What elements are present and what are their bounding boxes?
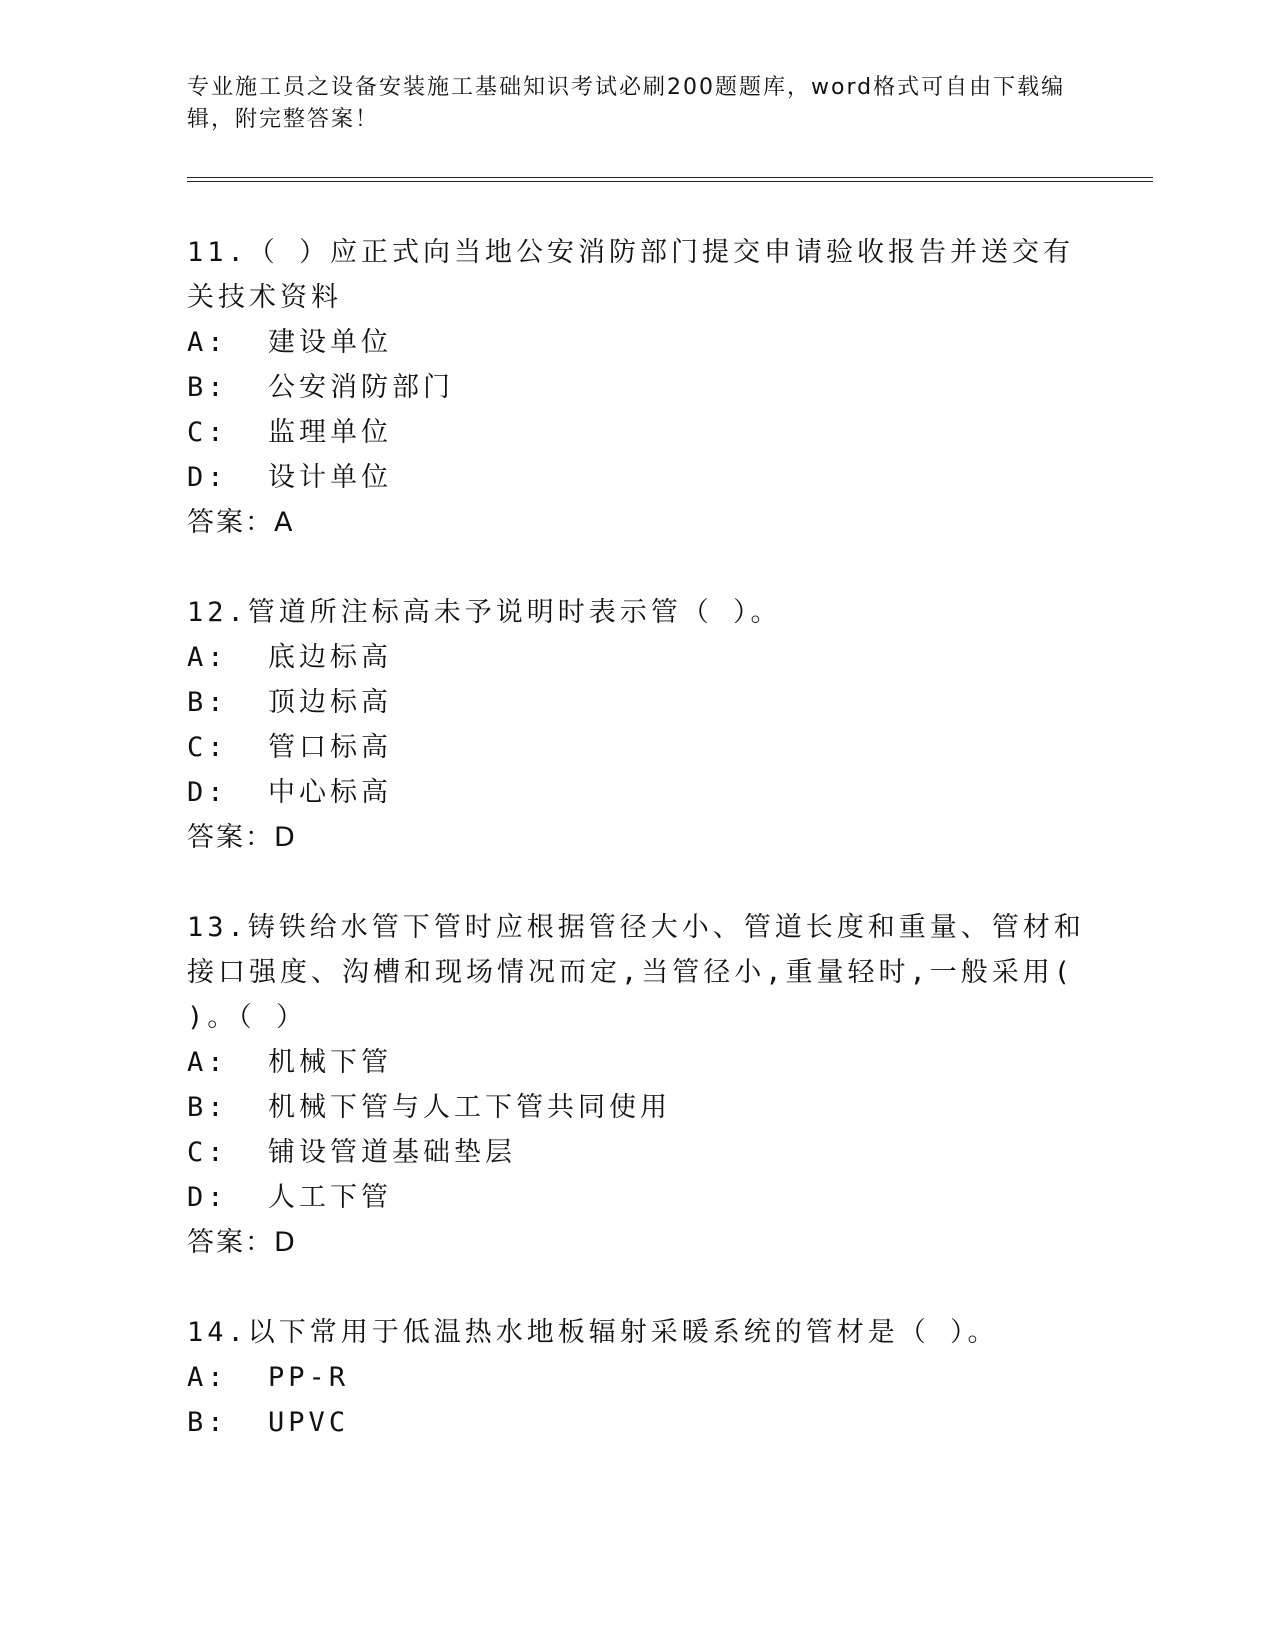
question-stem xyxy=(187,905,1087,1040)
question-text: 管道所注标高未予说明时表示管（ ）。 xyxy=(247,597,782,628)
option-text: 建设单位 xyxy=(268,327,393,358)
option-b xyxy=(187,1400,1087,1445)
option-text: 机械下管与人工下管共同使用 xyxy=(268,1092,672,1123)
option-c xyxy=(187,725,1087,770)
option-text: PP-R xyxy=(268,1362,350,1393)
document-title: 专业施工员之设备安装施工基础知识考试必刷200题题库，word格式可自由下载编辑，附完整答案！ xyxy=(187,75,1066,132)
option-letter: A : xyxy=(187,327,268,358)
option-d xyxy=(187,455,1087,500)
question-number: 14. xyxy=(187,1317,248,1348)
option-text: 监理单位 xyxy=(268,417,393,448)
option-c xyxy=(187,410,1087,455)
question-stem xyxy=(187,1310,1087,1355)
answer-line xyxy=(187,1220,1087,1265)
question-12 xyxy=(187,590,1087,860)
question-text: 铸铁给水管下管时应根据管径大小、管道长度和重量、管材和接口强度、沟槽和现场情况而定,当管径小,重量轻时,一般采用( )。（ ） xyxy=(187,912,1085,1033)
option-letter: C : xyxy=(187,417,268,448)
option-letter: C : xyxy=(187,1137,268,1168)
question-stem xyxy=(187,230,1087,320)
question-stem xyxy=(187,590,1087,635)
answer-line xyxy=(187,815,1087,860)
option-letter: C : xyxy=(187,732,268,763)
question-text: （ ）应正式向当地公安消防部门提交申请验收报告并送交有关技术资料 xyxy=(187,237,1075,313)
question-number: 12. xyxy=(187,597,248,628)
option-letter: A : xyxy=(187,642,268,673)
option-text: 管口标高 xyxy=(268,732,393,763)
answer-label: 答案 ： xyxy=(187,1227,274,1258)
option-text: 中心标高 xyxy=(268,777,393,808)
question-list xyxy=(187,230,1087,1490)
header-divider xyxy=(187,177,1153,182)
question-13 xyxy=(187,905,1087,1265)
option-letter: B : xyxy=(187,372,268,403)
option-a xyxy=(187,635,1087,680)
option-text: 设计单位 xyxy=(268,462,393,493)
question-14 xyxy=(187,1310,1087,1445)
option-letter: B : xyxy=(187,1407,268,1438)
option-letter: D : xyxy=(187,777,268,808)
option-letter: B : xyxy=(187,1092,268,1123)
answer-value: D xyxy=(274,822,297,853)
option-a xyxy=(187,320,1087,365)
option-letter: A : xyxy=(187,1362,268,1393)
question-number: 13. xyxy=(187,912,248,943)
option-letter: A : xyxy=(187,1047,268,1078)
answer-value: A xyxy=(274,507,295,538)
option-b xyxy=(187,1085,1087,1130)
option-text: 底边标高 xyxy=(268,642,393,673)
option-d xyxy=(187,770,1087,815)
answer-label: 答案 ： xyxy=(187,822,274,853)
option-c xyxy=(187,1130,1087,1175)
answer-line xyxy=(187,500,1087,545)
question-text: 以下常用于低温热水地板辐射采暖系统的管材是（ ）。 xyxy=(247,1317,999,1348)
option-b xyxy=(187,680,1087,725)
option-text: 公安消防部门 xyxy=(268,372,455,403)
option-text: 铺设管道基础垫层 xyxy=(268,1137,517,1168)
answer-label: 答案 ： xyxy=(187,507,274,538)
option-a xyxy=(187,1355,1087,1400)
option-text: 人工下管 xyxy=(268,1182,393,1213)
option-a xyxy=(187,1040,1087,1085)
question-number: 11. xyxy=(187,237,248,268)
option-text: 机械下管 xyxy=(268,1047,393,1078)
answer-value: D xyxy=(274,1227,297,1258)
option-letter: D : xyxy=(187,462,268,493)
option-b xyxy=(187,365,1087,410)
option-letter: D : xyxy=(187,1182,268,1213)
option-letter: B : xyxy=(187,687,268,718)
option-text: 顶边标高 xyxy=(268,687,393,718)
question-11 xyxy=(187,230,1087,545)
option-d xyxy=(187,1175,1087,1220)
option-text: UPVC xyxy=(268,1407,350,1438)
